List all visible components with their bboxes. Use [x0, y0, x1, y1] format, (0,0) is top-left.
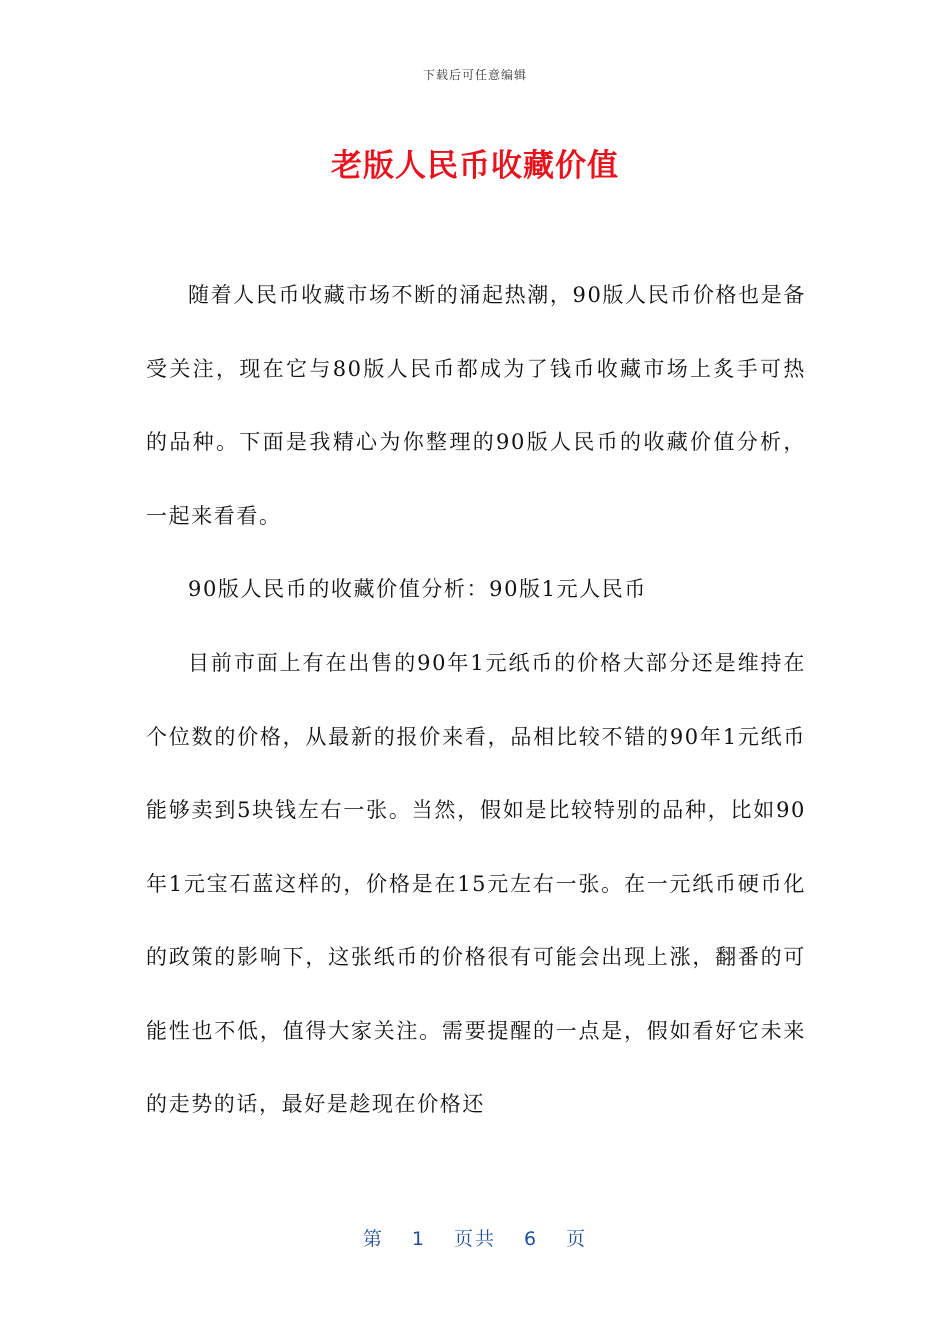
- document-title: 老版人民币收藏价值: [331, 148, 619, 184]
- paragraph-text: 随着人民币收藏市场不断的涌起热潮，90版人民币价格也是备受关注，现在它与80版人民币都成为了钱币收藏市场上炙手可热的品种。下面是我精心为你整理的90版人民币的收藏价值分析，一起来看看。: [146, 283, 806, 528]
- page-prefix: 第: [362, 1228, 384, 1250]
- page-middle: 页共: [453, 1228, 496, 1250]
- paragraph-body: [146, 627, 806, 1142]
- page-total: 6: [524, 1228, 539, 1250]
- page-suffix: 页: [566, 1228, 588, 1250]
- paragraph-subheading: [146, 553, 806, 627]
- page-current: 1: [411, 1228, 426, 1250]
- page-number-footer: [0, 1224, 950, 1251]
- paragraph-intro: [146, 259, 806, 553]
- header-note: 下载后可任意编辑: [422, 68, 527, 82]
- subheading-text: 90版人民币的收藏价值分析：90版1元人民币: [188, 577, 648, 601]
- paragraph-text: 目前市面上有在出售的90年1元纸币的价格大部分还是维持在个位数的价格，从最新的报价来看，品相比较不错的90年1元纸币能够卖到5块钱左右一张。当然，假如是比较特别的品种，比如90年1元宝石蓝这样的，价格是在15元左右一张。在一元纸币硬币化的政策的影响下，这张纸币的价格很有可能会出现上涨，翻番的可能性也不低，值得大家关注。需要提醒的一点是，假如看好它未来的走势的话，最好是趁现在价格还: [146, 651, 806, 1116]
